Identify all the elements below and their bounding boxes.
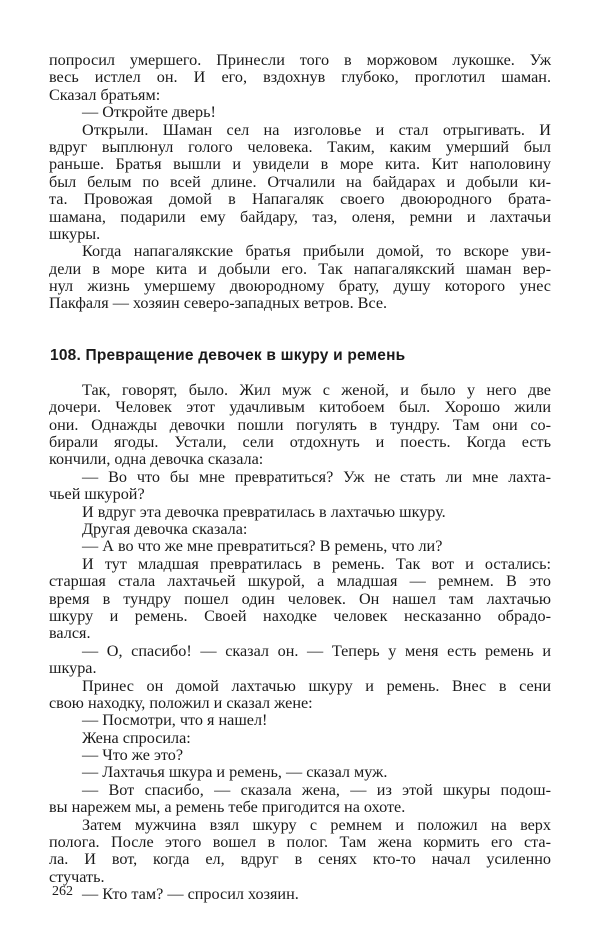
text-line: шкуру и ремень. Своей находке человек несказанно обрадо- xyxy=(49,606,551,625)
text-line: шкура. xyxy=(49,659,97,678)
text-line: Пакфаля — хозяин северо-западных ветров. Все. xyxy=(49,294,388,313)
previous-tale-ending xyxy=(49,52,551,313)
book-page xyxy=(49,52,551,904)
text-line: бирали ягоды. Устали, сели отдохнуть и поесть. Когда есть xyxy=(49,433,551,452)
text-line: шамана, подарили ему байдару, таз, оленя, ремни и лахтачьи xyxy=(49,207,551,226)
tale-text xyxy=(49,382,551,904)
text-line: был белым по всей длине. Отчалили на байдарах и добыли ки- xyxy=(49,172,551,191)
paragraph xyxy=(49,52,551,104)
text-line: И тут младшая превратилась в ремень. Так вот и остались: xyxy=(82,554,551,573)
text-line: — Вот спасибо, — сказала жена, — из этой шкуры подош- xyxy=(82,780,551,799)
text-line: Сказал братьям: xyxy=(49,85,161,104)
page-number: 262 xyxy=(52,884,73,899)
text-line: вался. xyxy=(49,624,91,643)
paragraph xyxy=(49,712,551,729)
text-line: попросил умершего. Принесли того в моржовом лукошке. Уж xyxy=(49,51,551,69)
text-line: — А во что же мне превратиться? В ремень, что ли? xyxy=(82,537,443,556)
text-line: — О, спасибо! — сказал он. — Теперь у меня есть ремень и xyxy=(82,641,551,660)
text-line: кончили, одна девочка сказала: xyxy=(49,450,264,469)
text-line: Открыли. Шаман сел на изголовье и стал отрыгивать. И xyxy=(82,120,551,139)
text-line: дели в море кита и добыли его. Так напагалякский шаман вер- xyxy=(49,259,551,278)
text-line: та. Провожая домой в Напагаляк своего двоюродного брата- xyxy=(49,190,551,209)
text-line: Затем мужчина взял шкуру с ремнем и положил на верх xyxy=(82,815,551,834)
text-line: Другая девочка сказала: xyxy=(82,519,248,538)
paragraph xyxy=(49,730,551,747)
text-line: вы нарежем мы, а ремень тебе пригодится на охоте. xyxy=(49,798,406,817)
paragraph xyxy=(49,538,551,555)
text-line: старшая стала лахтачьей шкурой, а младшая — ремнем. В это xyxy=(49,572,551,591)
paragraph xyxy=(49,104,551,121)
text-line: — Откройте дверь! xyxy=(82,103,216,122)
text-line: Так, говорят, было. Жил муж с женой, и было у него две xyxy=(82,380,551,399)
text-line: — Что же это? xyxy=(82,746,184,765)
paragraph xyxy=(49,764,551,781)
text-line: раньше. Братья вышли и увидели в море кита. Кит наполовину xyxy=(49,155,551,174)
paragraph xyxy=(49,122,551,244)
text-line: — Кто там? — спросил хозяин. xyxy=(82,885,299,904)
text-line: нул жизнь умершему двоюродному брату, душу которого унес xyxy=(49,277,551,296)
text-line: шкуры. xyxy=(49,224,101,243)
paragraph xyxy=(49,556,551,643)
text-line: — Лахтачья шкура и ремень, — сказал муж. xyxy=(82,763,388,782)
text-line: стучать. xyxy=(49,867,105,886)
text-line: они. Однажды девочки пошли погулять в тундру. Там они со- xyxy=(49,415,551,434)
paragraph xyxy=(49,243,551,313)
text-line: Жена спросила: xyxy=(82,728,191,747)
text-line: свою находку, положил и сказал жене: xyxy=(49,693,313,712)
paragraph xyxy=(49,886,551,903)
paragraph xyxy=(49,782,551,817)
paragraph xyxy=(49,643,551,678)
text-line: весь истлел он. И его, вздохнув глубоко, проглотил шаман. xyxy=(49,68,551,87)
text-line: полога. После этого вошел в полог. Там жена кормить его ста- xyxy=(49,833,551,852)
paragraph xyxy=(49,521,551,538)
text-line: Когда напагалякские братья прибыли домой, то вскоре уви- xyxy=(82,242,551,261)
text-line: — Посмотри, что я нашел! xyxy=(82,711,268,730)
text-line: дочери. Человек этот удачливым китобоем был. Хорошо жили xyxy=(49,398,551,417)
text-line: ла. И вот, когда ел, вдруг в сенях кто-то начал усиленно xyxy=(49,850,551,869)
paragraph xyxy=(49,382,551,469)
text-line: вдруг выплюнул голого человека. Таким, каким умерший был xyxy=(49,137,551,156)
paragraph xyxy=(49,747,551,764)
text-line: чьей шкурой? xyxy=(49,485,145,504)
paragraph xyxy=(49,817,551,887)
text-line: — Во что бы мне превратиться? Уж не стать ли мне лахта- xyxy=(82,467,551,486)
tale-heading: 108. Превращение девочек в шкуру и ремень xyxy=(50,346,406,364)
text-line: Принес он домой лахтачью шкуру и ремень. Внес в сени xyxy=(82,676,551,695)
paragraph xyxy=(49,469,551,504)
text-line: И вдруг эта девочка превратилась в лахтачью шкуру. xyxy=(82,502,446,521)
text-line: время в тундру пошел один человек. Он нашел там лахтачью xyxy=(49,589,551,608)
paragraph xyxy=(49,504,551,521)
paragraph xyxy=(49,678,551,713)
